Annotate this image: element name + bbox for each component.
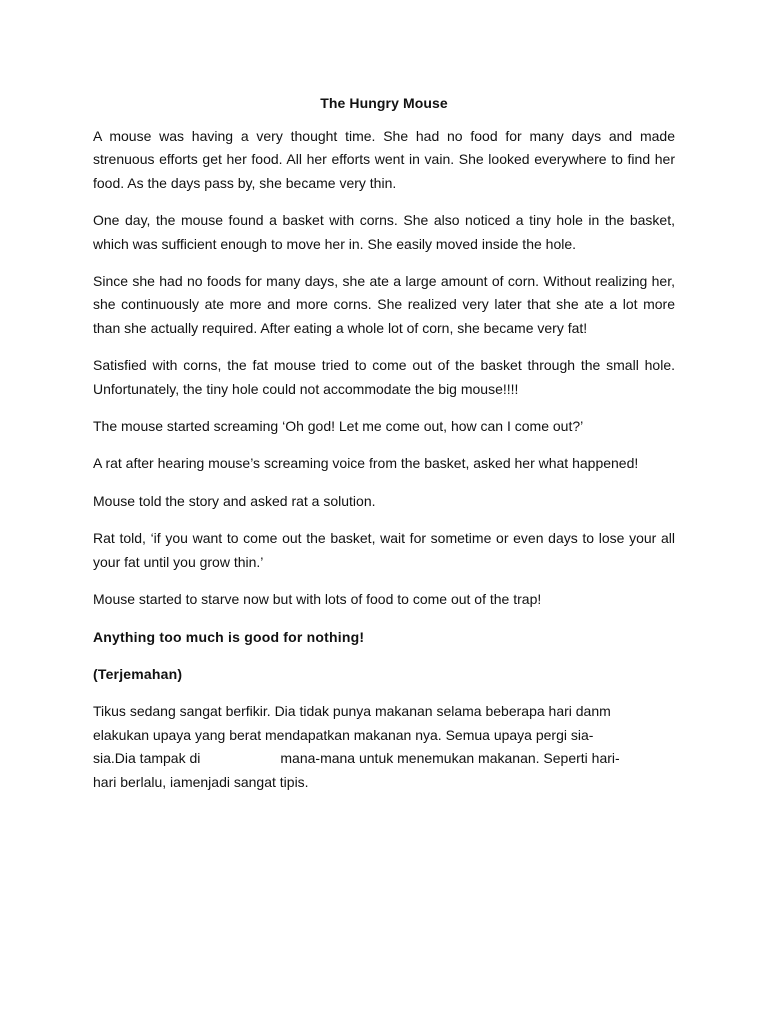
story-title: The Hungry Mouse: [320, 95, 448, 111]
translation-line: hari berlalu, iamenjadi sangat tipis.: [93, 773, 309, 790]
story-moral: Anything too much is good for nothing!: [93, 628, 365, 645]
story-paragraph: Mouse told the story and asked rat a solution.: [93, 492, 376, 509]
story-paragraph: A mouse was having a very thought time. She had no food for many days and made strenuous efforts get her food. All her efforts went in vain. She looked everywhere to find her food. As the days pass by, she became very thin.: [93, 128, 675, 191]
translation-line: Tikus sedang sangat berfikir. Dia tidak punya makanan selama beberapa hari danm: [93, 703, 611, 720]
translation-heading: (Terjemahan): [93, 665, 183, 682]
story-paragraph: Satisfied with corns, the fat mouse tried to come out of the basket through the small hole. Unfortunately, the tiny hole could not accommodate the big mouse!!!!: [93, 357, 675, 397]
translation-line: elakukan upaya yang berat mendapatkan makanan nya. Semua upaya pergi sia-: [93, 726, 594, 743]
story-paragraph: Since she had no foods for many days, she ate a large amount of corn. Without realizing her, she continuously ate more and more corns. She realized very later that she ate a lot more than she actually required. After eating a whole lot of corn, she became very fat!: [93, 273, 675, 336]
story-paragraph: Rat told, ‘if you want to come out the basket, wait for sometime or even days to lose your all your fat until you grow thin.’: [93, 530, 675, 570]
story-paragraph: Mouse started to starve now but with lots of food to come out of the trap!: [93, 591, 542, 608]
translation-paragraph: [93, 700, 675, 794]
translation-line: sia.Dia tampak di: [93, 750, 201, 767]
story-paragraph: One day, the mouse found a basket with corns. She also noticed a tiny hole in the basket, which was sufficient enough to move her in. She easily moved inside the hole.: [93, 212, 675, 252]
translation-line: mana-mana untuk menemukan makanan. Seperti hari-: [280, 750, 620, 767]
document-page: [93, 93, 675, 808]
story-paragraph: A rat after hearing mouse’s screaming voice from the basket, asked her what happened!: [93, 455, 639, 472]
story-paragraph: The mouse started screaming ‘Oh god! Let me come out, how can I come out?’: [93, 418, 584, 435]
